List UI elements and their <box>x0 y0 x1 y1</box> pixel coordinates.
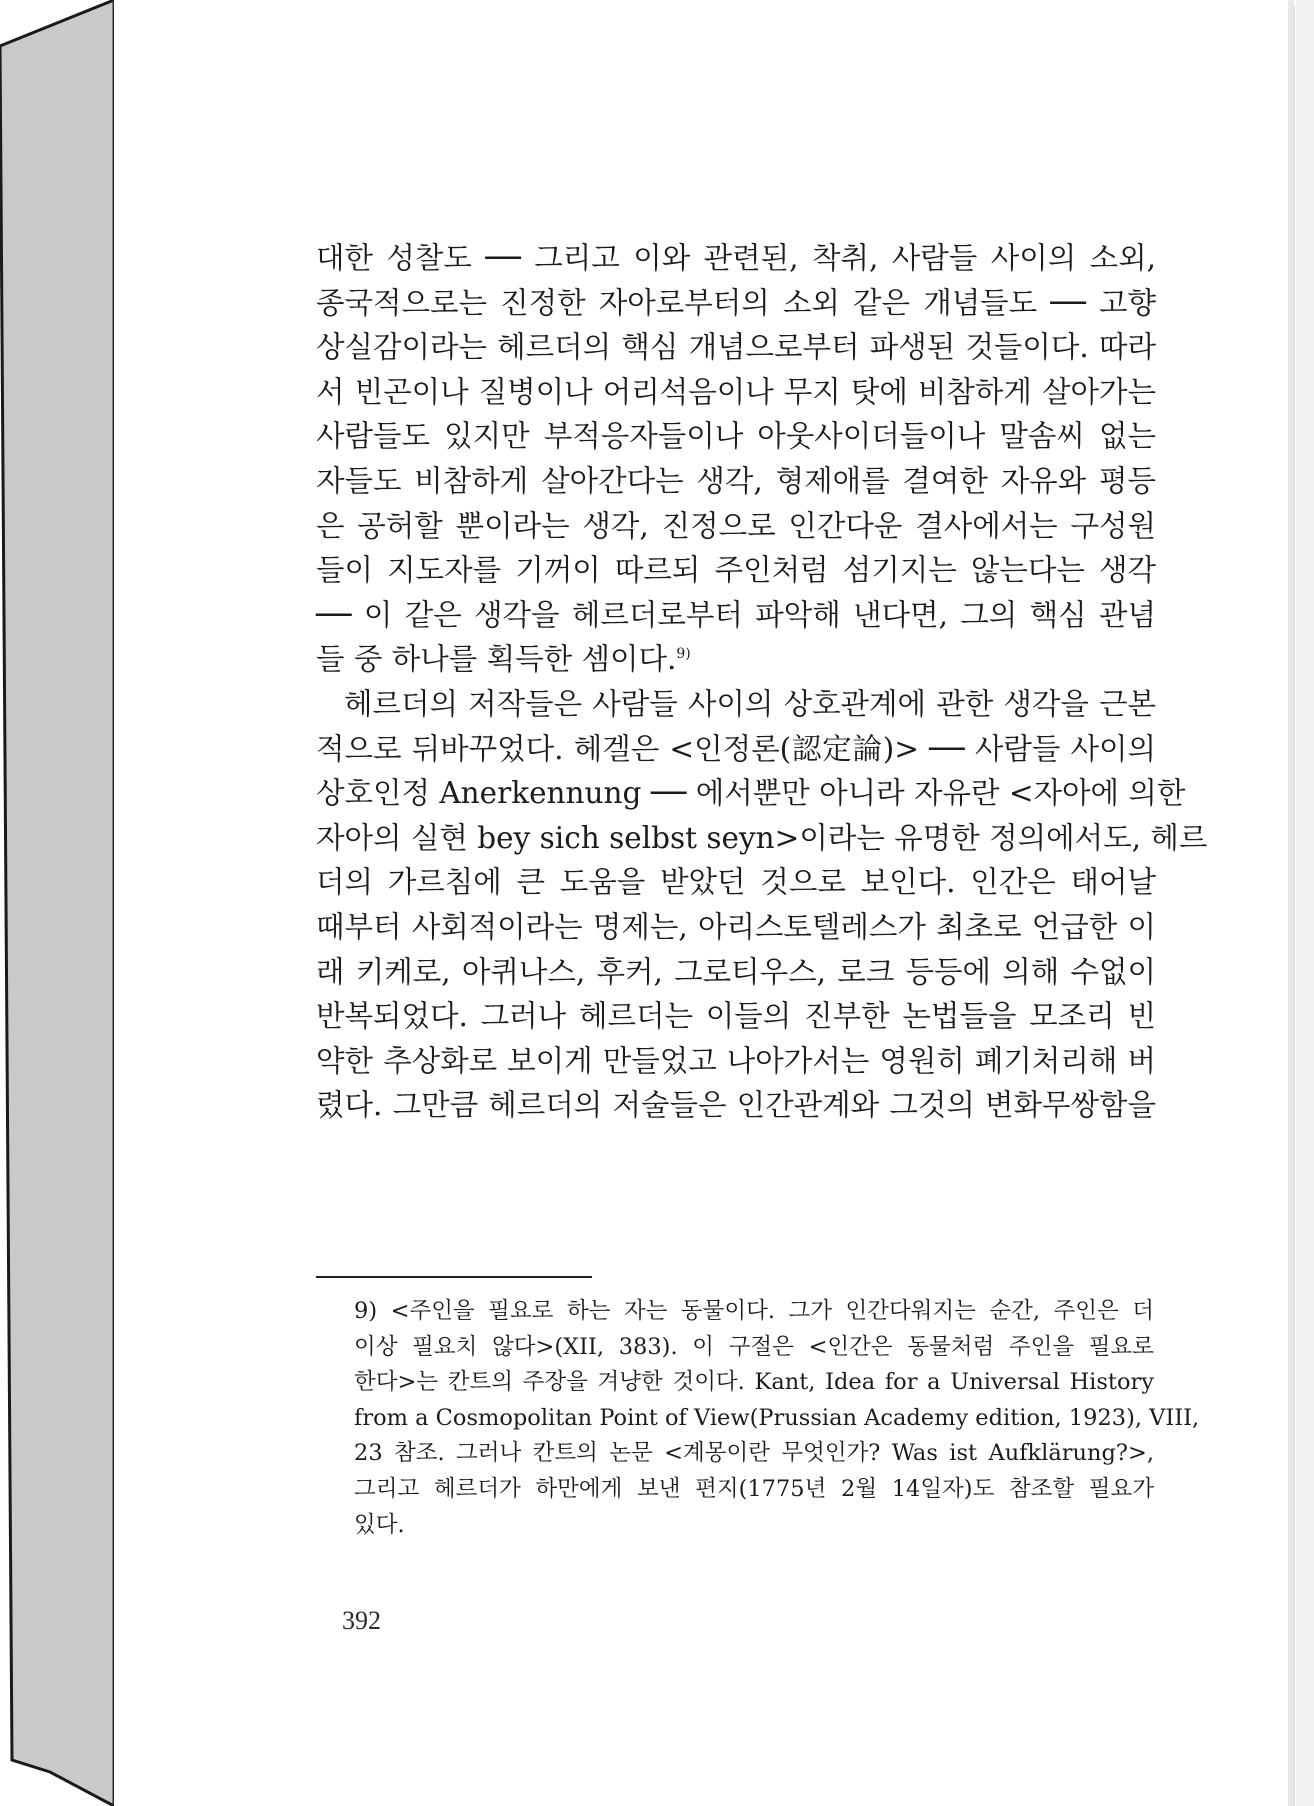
text-line: 은 공허할 뿐이라는 생각, 진정으로 인간다운 결사에서는 구성원 <box>316 508 1156 543</box>
text-line: 상실감이라는 헤르더의 핵심 개념으로부터 파생된 것들이다. 따라 <box>316 330 1156 365</box>
footnote-line: 한다>는 칸트의 주장을 겨냥한 것이다. Kant, Idea for a Universal History <box>354 1369 1154 1396</box>
footnote-line: from a Cosmopolitan Point of View(Prussian Academy edition, 1923), VIII, <box>354 1404 1200 1431</box>
text-line: 들 중 하나를 획득한 셈이다. <box>316 642 677 677</box>
text-line: 자들도 비참하게 살아간다는 생각, 형제애를 결여한 자유와 평등 <box>316 463 1156 498</box>
text-line: 더의 가르침에 큰 도움을 받았던 것으로 보인다. 인간은 태어날 <box>316 865 1156 900</box>
text-line: 상호인정 Anerkennung ── 에서뿐만 아니라 자유란 <자아에 의한 <box>316 776 1186 811</box>
text-line: 약한 추상화로 보이게 만들었고 나아가서는 영원히 폐기처리해 버 <box>316 1043 1156 1078</box>
text-line: 대한 성찰도 ── 그리고 이와 관련된, 착취, 사람들 사이의 소외, <box>316 241 1156 275</box>
page-number: 392 <box>342 1606 381 1635</box>
footnote-line: 9) <주인을 필요로 하는 자는 동물이다. 그가 인간다워지는 순간, 주인은 더 <box>354 1298 1154 1324</box>
text-line: 종국적으로는 진정한 자아로부터의 소외 같은 개념들도 ── 고향 <box>316 285 1156 320</box>
text-line: 렸다. 그만큼 헤르더의 저술들은 인간관계와 그것의 변화무쌍함을 <box>316 1088 1156 1123</box>
text-line-with-footnote-ref <box>316 637 1156 682</box>
text-line: 적으로 뒤바꾸었다. 헤겔은 <인정론(認定論)> ── 사람들 사이의 <box>316 731 1156 766</box>
text-line: 자아의 실현 bey sich selbst seyn>이라는 유명한 정의에서도, 헤르 <box>316 820 1208 855</box>
text-line: ── 이 같은 생각을 헤르더로부터 파악해 낸다면, 그의 핵심 관념 <box>316 597 1156 632</box>
footnote <box>354 1294 1200 1543</box>
text-line: 헤르더의 저작들은 사람들 사이의 상호관계에 관한 생각을 근본 <box>344 686 1156 721</box>
footnote-line: 23 참조. 그러나 칸트의 논문 <계몽이란 무엇인가? Was ist Aufklärung?>, <box>354 1440 1154 1467</box>
main-text <box>316 236 1208 1128</box>
footnote-reference[interactable]: 9) <box>676 646 691 663</box>
text-line: 사람들도 있지만 부적응자들이나 아웃사이더들이나 말솜씨 없는 <box>316 419 1156 454</box>
footnote-line: 있다. <box>354 1511 405 1538</box>
text-line: 때부터 사회적이라는 명제는, 아리스토텔레스가 최초로 언급한 이 <box>316 909 1156 944</box>
text-line: 래 키케로, 아퀴나스, 후커, 그로티우스, 로크 등등에 의해 수없이 <box>316 954 1156 989</box>
text-line: 서 빈곤이나 질병이나 어리석음이나 무지 탓에 비참하게 살아가는 <box>316 374 1156 409</box>
footnote-line: 이상 필요치 않다>(XII, 383). 이 구절은 <인간은 동물처럼 주인을 필요로 <box>354 1333 1154 1360</box>
text-line: 들이 지도자를 기꺼이 따르되 주인처럼 섬기지는 않는다는 생각 <box>316 553 1156 588</box>
footnote-line: 그리고 헤르더가 하만에게 보낸 편지(1775년 2월 14일자)도 참조할 필요가 <box>354 1475 1154 1502</box>
footnote-divider <box>316 1276 592 1278</box>
text-line: 반복되었다. 그러나 헤르더는 이들의 진부한 논법들을 모조리 빈 <box>316 999 1156 1034</box>
